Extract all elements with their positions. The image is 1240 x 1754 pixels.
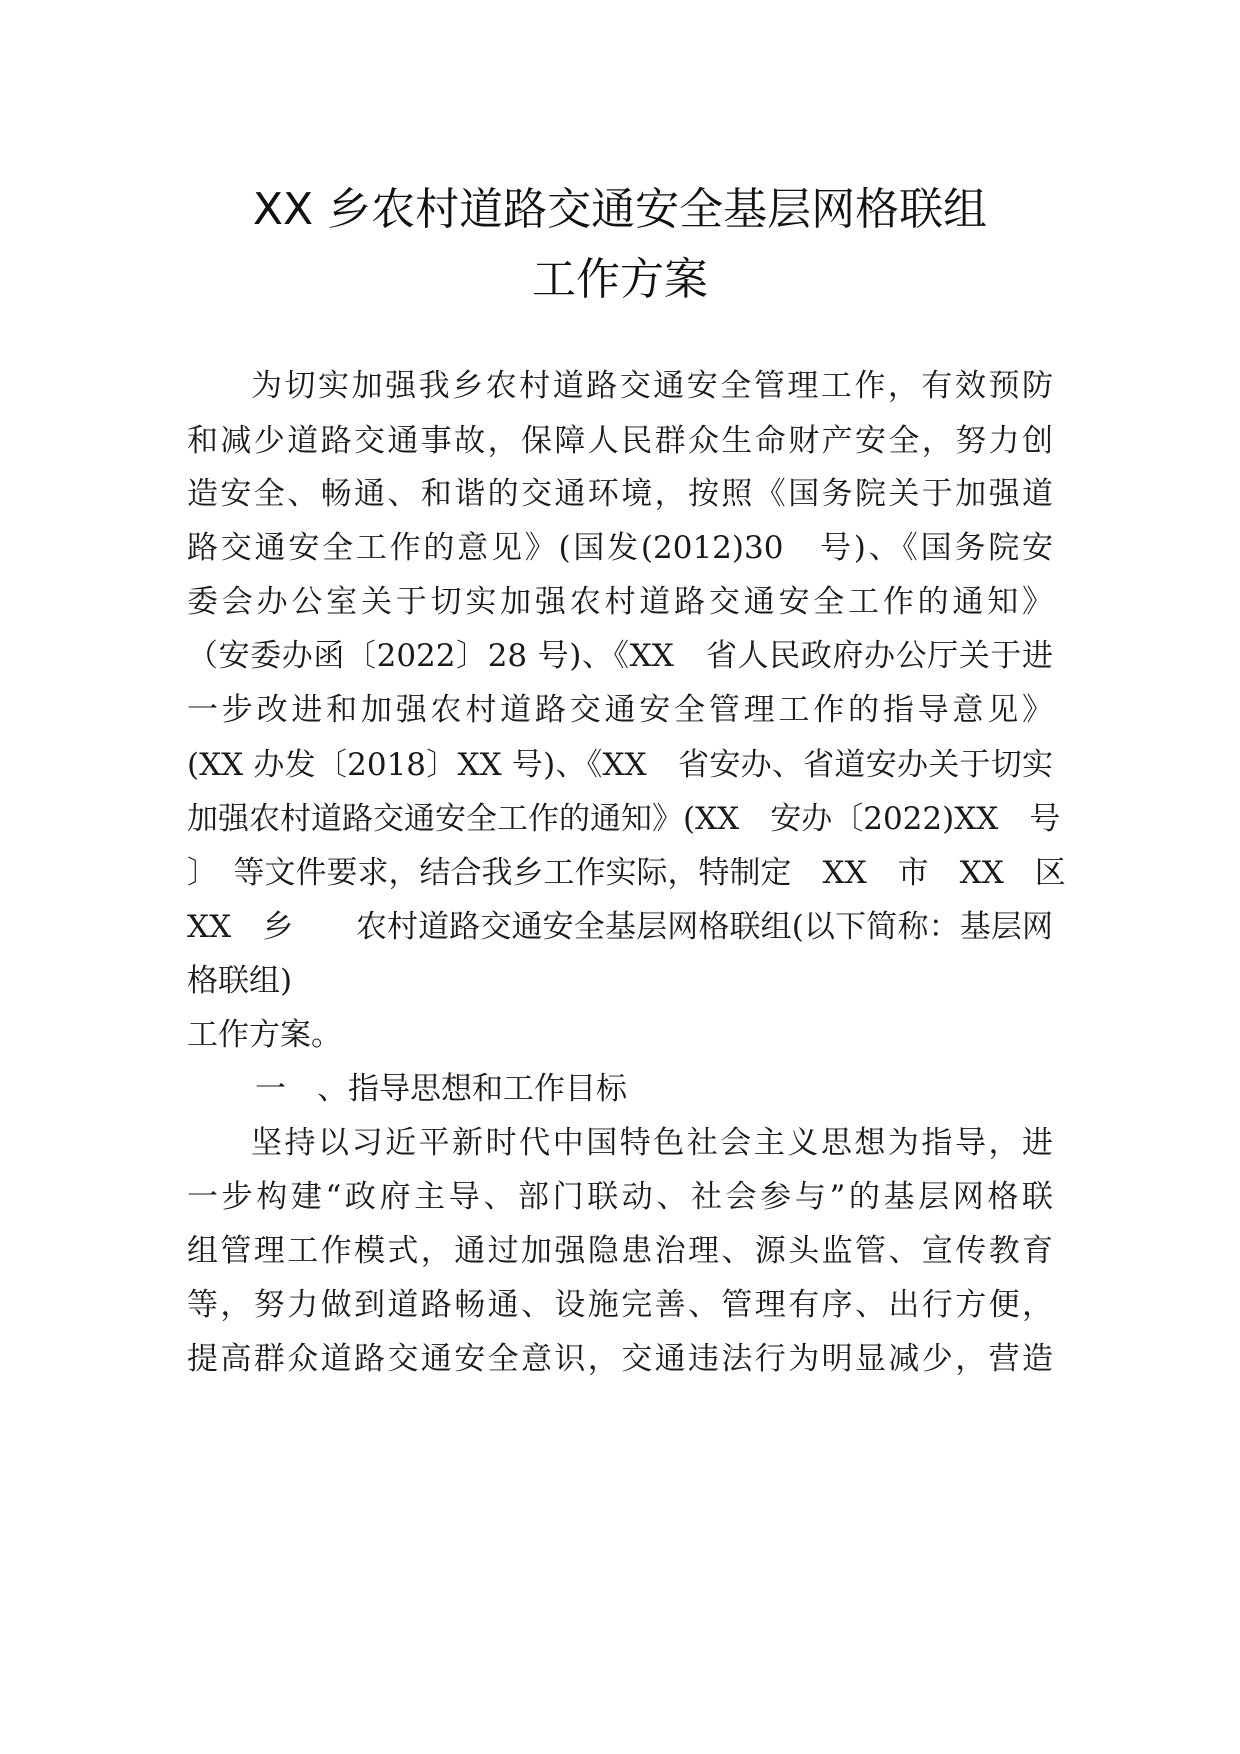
paragraph-line: 坚持以习近平新时代中国特色社会主义思想为指导，进 — [251, 1125, 1053, 1161]
paragraph-line: XX 乡 农村道路交通安全基层网格联组(以下简称：基层网 — [187, 909, 1053, 945]
document-title-line-1: XX 乡农村道路交通安全基层网格联组 — [252, 184, 988, 235]
paragraph-line: 工作方案。 — [187, 1017, 342, 1053]
paragraph-line: 加强农村道路交通安全工作的通知》(XX 安办〔2022)XX 号 — [187, 801, 1061, 837]
paragraph-line: 组管理工作模式，通过加强隐患治理、源头监管、宣传教育 — [187, 1233, 1053, 1269]
paragraph-line: 等，努力做到道路畅通、设施完善、管理有序、出行方便， — [187, 1287, 1053, 1323]
paragraph-line: （安委办函〔2022〕28 号)、《XX 省人民政府办公厅关于进 — [187, 638, 1053, 674]
paragraph-line: 造安全、畅通、和谐的交通环境，按照《国务院关于加强道 — [187, 476, 1053, 512]
paragraph-line: 格联组) — [187, 963, 293, 999]
paragraph-line: 为切实加强我乡农村道路交通安全管理工作，有效预防 — [251, 368, 1053, 404]
paragraph-line: 委会办公室关于切实加强农村道路交通安全工作的通知》 — [187, 584, 1053, 620]
paragraph-line: 和减少道路交通事故，保障人民群众生命财产安全，努力创 — [187, 423, 1053, 459]
paragraph-line: 〕 等文件要求，结合我乡工作实际，特制定 XX 市 XX 区 — [187, 855, 1066, 891]
section-heading: 一 、指导思想和工作目标 — [255, 1071, 627, 1107]
paragraph-line: 路交通安全工作的意见》(国发(2012)30 号)、《国务院安 — [187, 530, 1053, 566]
paragraph-line: 一步改进和加强农村道路交通安全管理工作的指导意见》 — [187, 692, 1053, 728]
paragraph-line: 提高群众道路交通安全意识，交通违法行为明显减少，营造 — [187, 1341, 1053, 1377]
paragraph-line: (XX 办发〔2018〕XX 号)、《XX 省安办、省道安办关于切实 — [187, 747, 1053, 783]
document-title-line-2: 工作方案 — [532, 254, 708, 305]
paragraph-line: 一步构建“政府主导、部门联动、社会参与”的基层网格联 — [187, 1179, 1053, 1215]
